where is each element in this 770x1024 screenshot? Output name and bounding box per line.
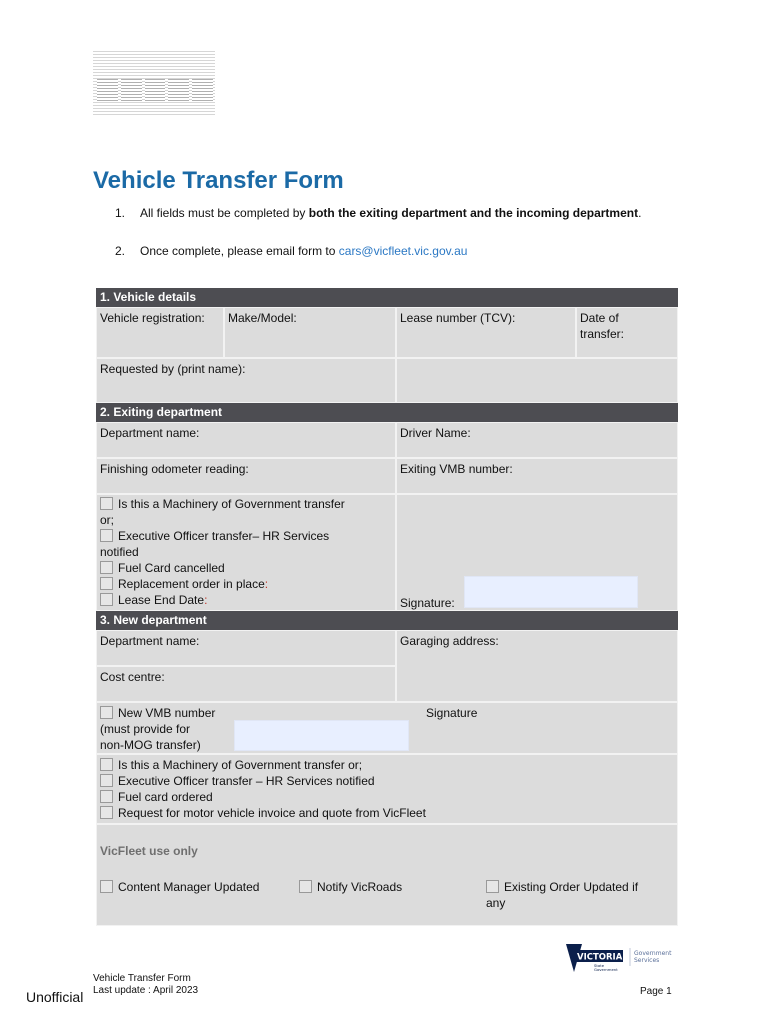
victoria-logo-icon xyxy=(566,942,676,974)
vicfleet-section xyxy=(96,824,678,926)
make-model-label: Make/Model: xyxy=(228,311,297,325)
checkbox-new-eo[interactable] xyxy=(100,774,113,787)
checkbox-content-manager[interactable] xyxy=(100,880,113,893)
check-eo-transfer-label: Executive Officer transfer– HR Services xyxy=(118,529,330,543)
exiting-vmb-label: Exiting VMB number: xyxy=(400,462,513,476)
check-notify-vicroads-label: Notify VicRoads xyxy=(317,880,403,894)
requested-by-field[interactable] xyxy=(396,358,678,403)
new-vmb-label-2: (must provide for xyxy=(100,722,191,736)
instruction-1-number: 1. xyxy=(115,206,126,220)
checkbox-mog-transfer[interactable] xyxy=(100,497,113,510)
check-replacement-order-label: Replacement order in place xyxy=(118,577,265,591)
required-marker: : xyxy=(204,593,208,607)
date-of-transfer-field[interactable] xyxy=(576,307,678,358)
check-new-eo-label: Executive Officer transfer – HR Services notified xyxy=(118,774,375,788)
finishing-odometer-field[interactable] xyxy=(96,458,396,494)
check-new-mog[interactable] xyxy=(100,757,674,773)
check-fuel-card-cancelled-label: Fuel Card cancelled xyxy=(118,561,225,575)
check-content-manager-label: Content Manager Updated xyxy=(118,880,260,894)
checkbox-replacement-order[interactable] xyxy=(100,577,113,590)
vehicle-registration-field[interactable] xyxy=(96,307,224,358)
email-link[interactable]: cars@vicfleet.vic.gov.au xyxy=(338,244,468,258)
new-department-name-field[interactable] xyxy=(96,630,396,666)
checkbox-new-vmb[interactable] xyxy=(100,706,113,719)
check-new-eo[interactable] xyxy=(100,773,674,789)
check-existing-order-label: Existing Order Updated if xyxy=(504,880,639,894)
exiting-department-name-label: Department name: xyxy=(100,426,200,440)
footer-last-update: Last update : April 2023 xyxy=(93,985,199,996)
check-notify-vicroads[interactable] xyxy=(299,879,402,895)
check-fuel-card-ordered[interactable] xyxy=(100,789,674,805)
exiting-signature-cell xyxy=(396,494,678,611)
requested-by-label-cell xyxy=(96,358,396,403)
instruction-1-plain: All fields must be completed by xyxy=(140,206,309,220)
lease-number-field[interactable] xyxy=(396,307,576,358)
logo-wordmark xyxy=(97,79,213,101)
new-vmb-label-3: non-MOG transfer) xyxy=(100,738,201,752)
cost-centre-field[interactable] xyxy=(96,666,396,702)
exiting-department-name-field[interactable] xyxy=(96,422,396,458)
check-new-mog-label: Is this a Machinery of Government transfer or; xyxy=(118,758,363,772)
check-mog-transfer-label: Is this a Machinery of Government transfer xyxy=(118,497,345,511)
exiting-checklist xyxy=(96,494,396,611)
garaging-address-field[interactable] xyxy=(396,630,678,702)
instruction-2 xyxy=(115,244,655,259)
checkbox-lease-end-date[interactable] xyxy=(100,593,113,606)
checkbox-fuel-card-cancelled[interactable] xyxy=(100,561,113,574)
checkbox-eo-transfer[interactable] xyxy=(100,529,113,542)
vicfleet-header: VicFleet use only xyxy=(100,844,198,858)
logo-victoria-text: VICTORIA xyxy=(577,952,623,963)
instruction-2-text xyxy=(140,244,655,259)
form-title: Vehicle Transfer Form xyxy=(93,167,344,194)
exiting-signature-box[interactable] xyxy=(464,576,638,608)
cost-centre-label: Cost centre: xyxy=(100,670,165,684)
instruction-1 xyxy=(115,206,655,221)
check-new-vmb[interactable] xyxy=(100,705,674,721)
driver-name-label: Driver Name: xyxy=(400,426,471,440)
check-fuel-card-cancelled[interactable] xyxy=(100,560,392,576)
check-existing-order-label-2: any xyxy=(486,896,506,910)
driver-name-field[interactable] xyxy=(396,422,678,458)
new-vmb-label-1: New VMB number xyxy=(118,706,216,720)
check-lease-end-date-label: Lease End Date xyxy=(118,593,205,607)
new-vmb-input[interactable] xyxy=(234,720,409,751)
checkbox-new-mog[interactable] xyxy=(100,758,113,771)
new-checklist xyxy=(96,754,678,824)
exiting-vmb-field[interactable] xyxy=(396,458,678,494)
logo-gov-services-2: Services xyxy=(634,957,660,964)
vehicle-transfer-table xyxy=(96,288,678,926)
finishing-odometer-label: Finishing odometer reading: xyxy=(100,462,249,476)
section-2-header: 2. Exiting department xyxy=(96,403,678,422)
checkbox-existing-order[interactable] xyxy=(486,880,499,893)
date-of-transfer-label: Date of transfer: xyxy=(580,311,625,341)
check-replacement-order[interactable] xyxy=(100,576,392,592)
department-logo xyxy=(93,51,215,117)
unofficial-marking: Unofficial xyxy=(26,989,84,1005)
check-eo-transfer[interactable] xyxy=(100,528,392,544)
checkbox-fuel-card-ordered[interactable] xyxy=(100,790,113,803)
check-mog-or: or; xyxy=(100,513,115,527)
logo-government-text: Government xyxy=(594,967,618,972)
check-fuel-card-ordered-label: Fuel card ordered xyxy=(118,790,213,804)
logo-gov-services-1: Government xyxy=(634,950,672,957)
check-eo-notified: notified xyxy=(100,545,139,559)
check-invoice-request[interactable] xyxy=(100,805,674,821)
instruction-2-number: 2. xyxy=(115,244,126,258)
section-3-header: 3. New department xyxy=(96,611,678,630)
make-model-field[interactable] xyxy=(224,307,396,358)
footer-page-number: Page 1 xyxy=(640,986,672,997)
check-existing-order[interactable] xyxy=(486,879,638,895)
requested-by-label: Requested by (print name): xyxy=(100,362,246,376)
new-vmb-row xyxy=(96,702,678,754)
checkbox-invoice-request[interactable] xyxy=(100,806,113,819)
instruction-1-bold: both the exiting department and the incoming department xyxy=(308,206,639,220)
check-content-manager[interactable] xyxy=(100,879,259,895)
garaging-address-label: Garaging address: xyxy=(400,634,499,648)
footer-form-name: Vehicle Transfer Form xyxy=(93,973,191,984)
instruction-1-end: . xyxy=(638,206,642,220)
instruction-1-text xyxy=(140,206,655,221)
section-1-header: 1. Vehicle details xyxy=(96,288,678,307)
new-signature-label: Signature xyxy=(426,706,478,720)
victoria-government-logo xyxy=(566,942,676,974)
instruction-2-plain: Once complete, please email form to xyxy=(140,244,339,258)
check-invoice-request-label: Request for motor vehicle invoice and quote from VicFleet xyxy=(118,806,426,820)
required-marker: : xyxy=(264,577,269,591)
exiting-signature-label: Signature: xyxy=(400,596,455,610)
lease-number-label: Lease number (TCV): xyxy=(400,311,516,325)
check-lease-end-date[interactable] xyxy=(100,592,392,608)
vehicle-registration-label: Vehicle registration: xyxy=(100,311,205,325)
logo-state-text: State xyxy=(594,963,605,968)
checkbox-notify-vicroads[interactable] xyxy=(299,880,312,893)
new-department-name-label: Department name: xyxy=(100,634,200,648)
check-mog-transfer[interactable] xyxy=(100,496,392,512)
